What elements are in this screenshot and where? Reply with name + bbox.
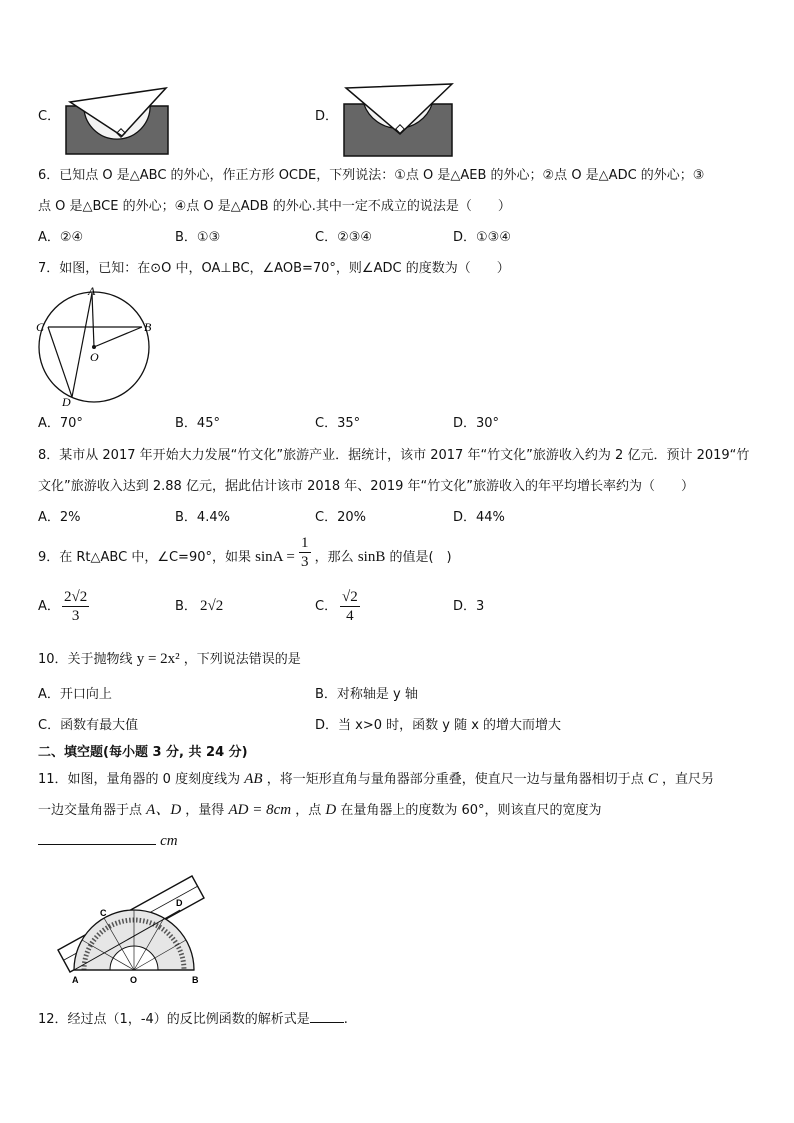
q11-line2-mid: ，量得: [185, 803, 225, 818]
q11-line1-mid: ，将一矩形直角与量角器部分重叠，使直尺一边与量角器相切于点: [266, 772, 644, 787]
q9-option-d: D．3: [453, 599, 485, 614]
q8-option-d: D．44%: [453, 510, 505, 525]
q12-text: 12．经过点（1，-4）的反比例函数的解析式是: [38, 1012, 310, 1027]
q12-stem: [38, 1011, 348, 1029]
q10-stem-pre: 10．关于抛物线: [38, 652, 133, 667]
q12-end: .: [343, 1012, 348, 1027]
q7-label-d: D: [62, 395, 71, 408]
q11-ad: A、D: [146, 802, 182, 818]
q7-circle-figure: [34, 284, 164, 408]
q9-fraction-num: 1: [301, 535, 309, 551]
q9-option-c-fraction: [340, 588, 360, 625]
q11-fig-label-b: B: [192, 975, 199, 985]
q9-stem: [38, 535, 452, 571]
q9-stem-post: ，那么: [314, 550, 354, 565]
q11-stem-line2: [38, 801, 602, 820]
q9-option-a-fraction: [62, 588, 89, 625]
q7-option-b: B．45°: [175, 416, 220, 431]
q9-option-c-label: C．: [315, 599, 338, 614]
q11-line2-pre: 一边交量角器于点: [38, 803, 143, 818]
q11-fig-label-o: O: [130, 975, 138, 985]
q7-label-b: B: [144, 320, 152, 334]
q11-fig-label-d: D: [176, 898, 183, 908]
q8-option-b: B．4.4%: [175, 510, 230, 525]
q8-stem-line2: 文化”旅游收入达到 2.88 亿元，据此估计该市 2018 年、2019 年“竹文化”旅游收入的年平均增长率约为（ ）: [38, 479, 694, 494]
q9-stem-pre: 9．在 Rt△ABC 中，∠C=90°，如果: [38, 550, 251, 565]
q9-stem-end: 的值是( ): [389, 550, 452, 565]
q8-stem-line1: 8．某市从 2017 年开始大力发展“竹文化”旅游产业．据统计，该市 2017 年“竹文化”旅游收入约为 2 亿元．预计 2019“竹: [38, 448, 750, 463]
q6-stem-line2: 点 O 是△BCE 的外心；④点 O 是△ADB 的外心.其中一定不成立的说法是（ ）: [38, 199, 511, 214]
q6-option-c: C．②③④: [315, 230, 373, 245]
q11-line2-post: 在量角器上的度数为 60°，则该直尺的宽度为: [340, 803, 602, 818]
q11-unit: cm: [160, 833, 178, 849]
q11-c: C: [647, 771, 658, 787]
q9-option-a-label: A．: [38, 599, 60, 614]
q10-stem-post: ，下列说法错误的是: [183, 652, 301, 667]
q9-option-b-label: B．: [175, 599, 197, 614]
q9-fraction: [299, 534, 311, 571]
option-c-label: C．: [38, 109, 61, 124]
q9-sin-a: sinA =: [255, 549, 295, 565]
q7-option-d: D．30°: [453, 416, 500, 431]
q11-ab: AB: [244, 771, 263, 787]
q12-answer-blank[interactable]: [310, 1022, 344, 1023]
q11-line1-pre: 11．如图，量角器的 0 度刻度线为: [38, 772, 241, 787]
q9-fraction-den: 3: [301, 554, 309, 570]
q6-stem-line1: 6．已知点 O 是△ABC 的外心，作正方形 OCDE，下列说法：①点 O 是△AEB 的外心；②点 O 是△ADC 的外心；③: [38, 168, 705, 183]
q9-option-a-den: 3: [71, 608, 80, 624]
q8-option-a: A．2%: [38, 510, 81, 525]
q7-stem: 7．如图，已知：在⊙O 中，OA⊥BC，∠AOB=70°，则∠ADC 的度数为（ ）: [38, 261, 510, 276]
q6-option-d: D．①③④: [453, 230, 511, 245]
q11-line1-post: ，直尺另: [662, 772, 715, 787]
q7-label-c: C: [36, 320, 45, 334]
q11-d: D: [325, 802, 337, 818]
q9-option-c-num: √2: [342, 589, 358, 605]
section-2-heading: 二、填空题(每小题 3 分, 共 24 分): [38, 745, 248, 760]
q11-protractor-figure: [52, 870, 228, 986]
q11-line2-mid2: ，点: [295, 803, 322, 818]
q6-option-a: A．②④: [38, 230, 84, 245]
q10-formula: y = 2x²: [136, 651, 180, 667]
figure-option-d: [340, 82, 458, 158]
q7-option-c: C．35°: [315, 416, 361, 431]
q10-option-d: D．当 x>0 时，函数 y 随 x 的增大而增大: [315, 718, 562, 733]
q7-label-a: A: [88, 284, 96, 298]
q9-option-c-den: 4: [346, 608, 354, 624]
q11-stem-line1: [38, 770, 714, 789]
q11-answer-blank[interactable]: [38, 844, 156, 845]
figure-option-c: [62, 84, 172, 156]
q6-option-b: B．①③: [175, 230, 221, 245]
q11-fig-label-a: A: [72, 975, 79, 985]
q11-answer-line: [38, 832, 178, 851]
q9-sin-b: sinB: [357, 549, 386, 565]
q10-option-a: A．开口向上: [38, 687, 112, 702]
q8-option-c: C．20%: [315, 510, 366, 525]
q10-option-b: B．对称轴是 y 轴: [315, 687, 418, 702]
option-d-label: D．: [315, 109, 339, 124]
q11-equation: AD = 8cm: [228, 802, 292, 818]
q10-stem: [38, 650, 301, 669]
q7-option-a: A．70°: [38, 416, 83, 431]
q7-label-o: O: [90, 350, 99, 364]
q11-fig-label-c: C: [100, 908, 107, 918]
q9-option-a-num: 2√2: [64, 589, 88, 605]
q10-option-c: C．函数有最大值: [38, 718, 139, 733]
q9-option-b-value: 2√2: [200, 598, 224, 614]
